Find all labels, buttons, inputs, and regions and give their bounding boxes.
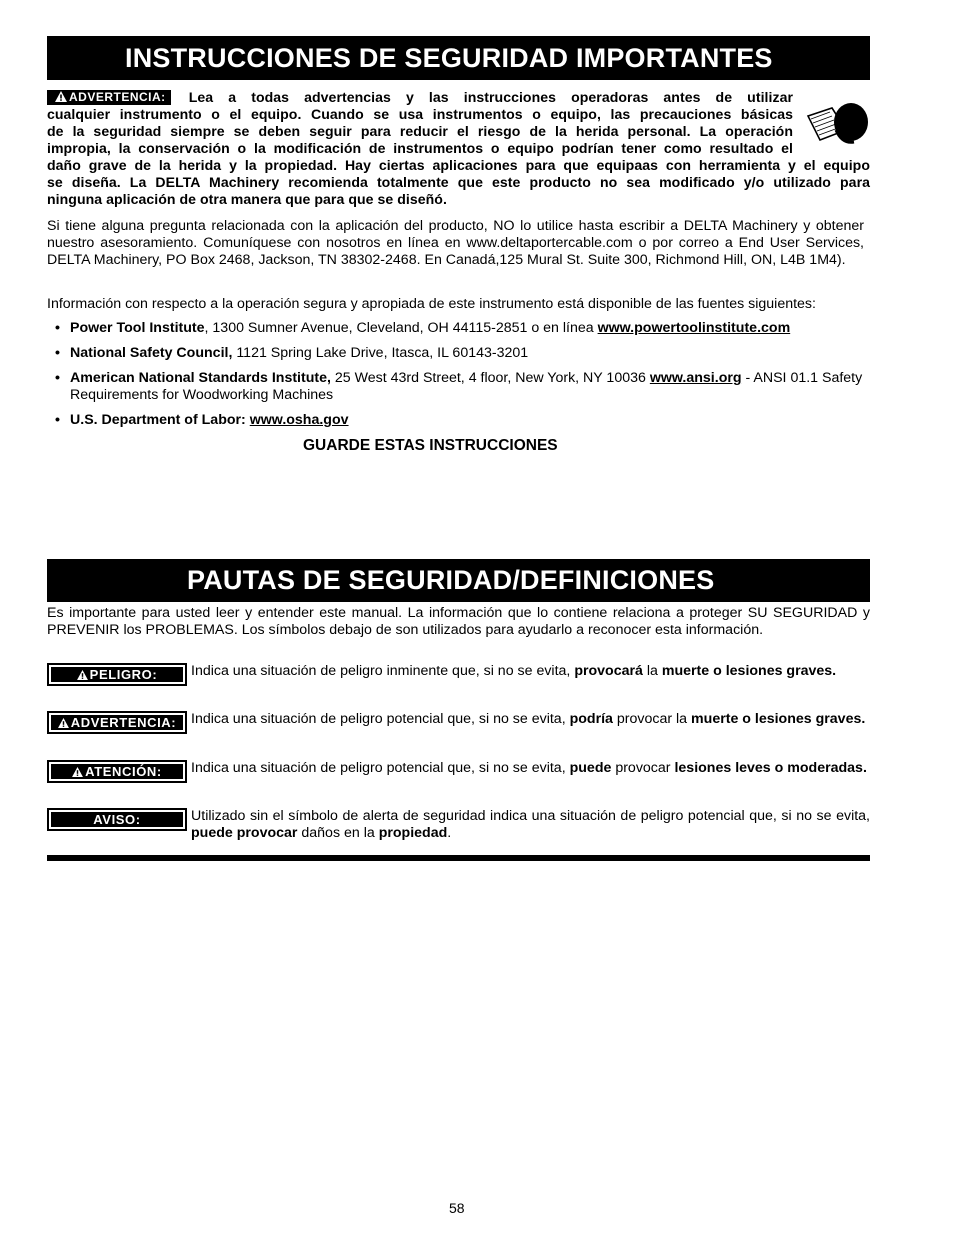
peligro-badge: PELIGRO: — [47, 663, 187, 686]
read-manual-icon — [806, 100, 870, 154]
page-number: 58 — [449, 1200, 465, 1216]
definition-text: Indica una situación de peligro potencial que, si no se evita, podría provocar la muerte o lesiones graves. — [191, 711, 866, 727]
warning-line: ninguna aplicación de otra manera que para que se diseñó. — [47, 191, 447, 207]
info-paragraph: Información con respecto a la operación segura y apropiada de este instrumento está disponible de las fuentes siguientes: — [47, 296, 816, 312]
definition-text: Indica una situación de peligro inminente que, si no se evita, provocará la muerte o lesiones graves. — [191, 663, 837, 679]
warning-line: de la seguridad siempre se deben seguir para reducir el riesgo de la herida personal. La operación — [47, 123, 793, 139]
list-item: • American National Standards Institute, 25 West 43rd Street, 4 floor, New York, NY 10036 www.ansi.org - ANSI 01.1 Safety Requirements for Woodworking Machines — [55, 370, 863, 403]
warning-line: daño grave de la herida y la propiedad. Hay ciertas aplicaciones para que equipaas con herramienta y el equipo — [47, 157, 870, 173]
warning-line: impropia, la conservación o la modificación de instrumentos o equipo podrían tener como resultado el — [47, 140, 793, 156]
warning-block — [47, 89, 870, 208]
section-divider — [47, 855, 870, 861]
warning-line: cualquier instrumento o el equipo. Cuando se usa instrumentos o equipo, las precauciones básicas — [47, 106, 793, 122]
intro-paragraph: Es importante para usted leer y entender este manual. La información que lo contiene relaciona a proteger SU SEGURIDAD y PREVENIR los PROBLEMAS. Los símbolos debajo de son utilizados para ayudarlo a reconocer esta información. — [47, 605, 870, 638]
list-item: • Power Tool Institute, 1300 Sumner Avenue, Cleveland, OH 44115-2851 o en línea www.powertoolinstitute.com — [55, 320, 791, 336]
link-powertoolinstitute[interactable]: www.powertoolinstitute.com — [597, 320, 791, 336]
atencion-badge: ATENCIÓN: — [47, 760, 187, 783]
save-instructions-heading: GUARDE ESTAS INSTRUCCIONES — [303, 437, 558, 454]
definition-text: Utilizado sin el símbolo de alerta de seguridad indica una situación de peligro potencial que, si no se evita, puede provocar daños en la propiedad. — [191, 808, 870, 841]
sources-list — [55, 320, 870, 437]
warning-triangle-icon — [77, 670, 88, 680]
link-osha[interactable]: www.osha.gov — [249, 412, 349, 428]
warning-line: se diseña. La DELTA Machinery recomienda totalmente que este producto no sea modificado y/o utilizado para — [47, 174, 870, 190]
link-ansi[interactable]: www.ansi.org — [649, 370, 742, 386]
definition-text: Indica una situación de peligro potencial que, si no se evita, puede provocar lesiones leves o moderadas. — [191, 760, 867, 776]
warning-line: ADVERTENCIA: Lea a todas advertencias y las instrucciones operadoras antes de utilizar — [47, 89, 793, 106]
section-title-pautas: PAUTAS DE SEGURIDAD/DEFINICIONES — [47, 559, 870, 602]
list-item: • National Safety Council, 1121 Spring Lake Drive, Itasca, IL 60143-3201 — [55, 345, 529, 361]
warning-triangle-icon — [55, 91, 67, 102]
contact-paragraph: Si tiene alguna pregunta relacionada con la aplicación del producto, NO lo utilice hasta escribir a DELTA Machinery y obtener nuestro asesoramiento. Comuníquese con nosotros en línea en www.deltaportercable.com o por correo a End User Services, DELTA Machinery, PO Box 2468, Jackson, TN 38302-2468. En Canadá,125 Mural St. Suite 300, Richmond Hill, ON, L4B 1M4). — [47, 218, 864, 268]
section-title-instrucciones: INSTRUCCIONES DE SEGURIDAD IMPORTANTES — [47, 36, 870, 80]
advertencia-badge: ADVERTENCIA: — [47, 711, 187, 734]
aviso-badge: AVISO: — [47, 808, 187, 831]
warning-badge: ADVERTENCIA: — [47, 90, 171, 105]
warning-triangle-icon — [72, 767, 83, 777]
list-item: • U.S. Department of Labor: www.osha.gov — [55, 412, 349, 428]
warning-triangle-icon — [58, 718, 69, 728]
